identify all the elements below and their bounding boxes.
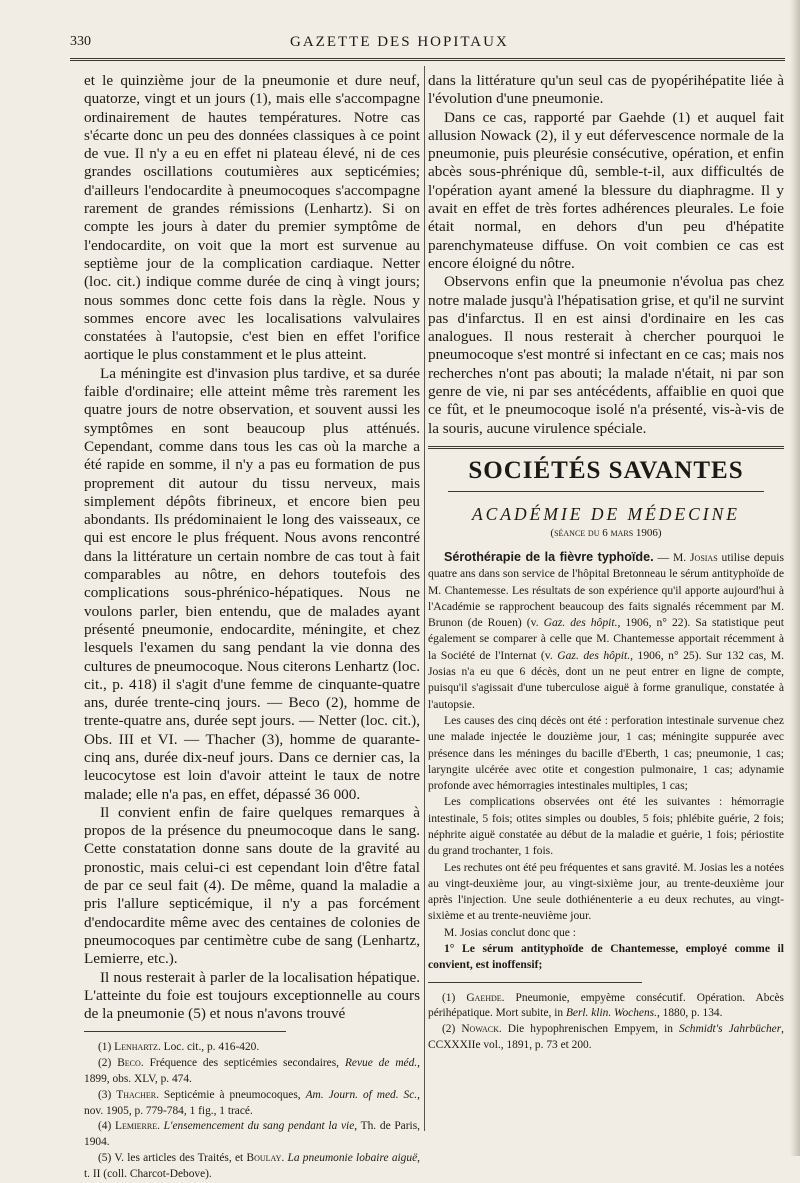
- left-column: [84, 72, 420, 1183]
- right-paragraph-1: dans la littérature qu'un seul cas de pyopérihépatite liée à l'évolution d'une pneumonie.: [428, 72, 784, 108]
- left-footnotes: [84, 1040, 420, 1182]
- footnote-rule: [84, 1031, 286, 1032]
- academy-title: ACADÉMIE DE MÉDECINE: [471, 503, 740, 524]
- right-paragraph-3: Observons enfin que la pneumonie n'évolua pas chez notre malade jusqu'à l'hépatisation grise, et qu'il ne survint pas d'infarctus. Il en est ainsi d'ordinaire en les cas analogues. Il nous resterait à chercher pourquoi le pneumocoque s'est montré si infectant en ce cas; mais nos recherches n'ont pas abouti; la malade n'était, ni par son genre de vie, ni par ses antécédents, affaiblie en quoi que ce fût, et le pneumocoque isolé n'a présenté, vis-à-vis de la souris, aucune virulence spéciale.: [428, 273, 784, 437]
- right-footnotes: [428, 991, 784, 1054]
- report-paragraph-2: Les causes des cinq décès ont été : perforation intestinale survenue chez une malade injectée le douzième jour, 1 cas; méningite suppurée avec présence dans les méninges du bacille d'Eberth, 1 cas; pneumonie, 1 cas; laryngite ulcérée avec otite et congestion pulmonaire, 1 cas; adynamie profonde avec hémorragies intestinales multiples, 1 cas;: [428, 713, 784, 793]
- column-divider: [424, 66, 425, 1131]
- footnote-1: (1) Lenhartz. Loc. cit., p. 416-420.: [98, 1041, 260, 1054]
- report-paragraph-4: Les rechutes ont été peu fréquentes et sans gravité. M. Josias les a notées au vingt-deuxième jour, au vingt-sixième jour, au trente-deuxième jour après l'injection. Une seule dothiénenterie a eu deux rechutes, au vingt-sixième et au trente-neuvième jour.: [428, 860, 784, 923]
- right-footnote-2: (2) Nowack. Die hypophrenischen Empyem, in Schmidt's Jahrbücher, CCXXXIIe vol., 1891, p. 73 et 200.: [428, 1023, 784, 1052]
- right-footnote-1: (1) Gaehde. Pneumonie, empyème consécutif. Opération. Abcès périhépatique. Mort subite, in Berl. klin. Wochens., 1880, p. 134.: [428, 991, 784, 1020]
- left-paragraph-1: et le quinzième jour de la pneumonie et dure neuf, quatorze, vingt et un jours (1), mais elle s'accompagne ordinairement de hautes températures. Notre cas s'écarte donc un peu des données classiques à ce point de vue. Il n'y a eu en effet ni plateau élevé, ni de ces grandes oscillations coutumières aux septicémies; d'ailleurs l'endocardite à pneumocoques s'accompagne rarement de grandes rémissions (Lenhartz). Si on compte les jours à dater du premier symptôme de l'endocardite, on voit que la mort est survenue au septième jour de la complication cardiaque. Netter (loc. cit.) indique comme durée de cinq à vingt jours; nous sommes donc cette fois dans la règle. Nous y sommes encore avec les localisations valvulaires constatées à l'autopsie, c'est bien en effet l'orifice aortique le plus constamment et le plus atteint.: [84, 72, 420, 364]
- section-title: SOCIÉTÉS SAVANTES: [468, 456, 744, 484]
- report-paragraph-6: 1° Le sérum antityphoïde de Chantemesse, employé comme il convient, est inoffensif;: [428, 942, 784, 972]
- page-edge-shadow: [790, 0, 800, 1156]
- left-paragraph-3: Il convient enfin de faire quelques remarques à propos de la présence du pneumocoque dans le sang. Cette constatation donne sans doute de la gravité au pronostic, mais celui-ci est cependant loin d'être fatal de par ce seul fait (4). De même, quand la maladie a pris l'allure septicémique, il n'y a pas forcément d'endocardite même avec des centaines de colonies de pneumocoques par centimètre cube de sang (Lenhartz, Lemierre, etc.).: [84, 803, 420, 968]
- report-paragraph-1: Sérothérapie de la fièvre typhoïde. — M. Josias utilise depuis quatre ans dans son service de l'hôpital Bretonneau le sérum antityphoïde de M. Chantemesse. Les résultats de son expérience qu'il apporte aujourd'hui à l'Académie se rapprochent beaucoup des faits signalés récemment par M. Brunon (de Rouen) (v. Gaz. des hôpit., 1906, n° 22). Sa statistique peut également se comparer à celle que M. Chantemesse apportait récemment à la Société de l'Internat (v. Gaz. des hôpit., 1906, n° 25). Sur 132 cas, M. Josias n'a eu que 6 décès, dont un ne peut entrer en ligne de compte, puisqu'il s'agissait d'une tuberculose aiguë à forme granulique, constatée à l'autopsie.: [428, 549, 785, 711]
- running-title: GAZETTE DES HOPITAUX: [290, 34, 509, 50]
- section-rule-top: [428, 446, 784, 449]
- right-paragraph-2: Dans ce cas, rapporté par Gaehde (1) et auquel fait allusion Nowack (2), il y eut défervescence normale de la pneumonie, puis pleurésie consécutive, opération, et enfin abcès sous-phrénique dû, semble-t-il, aux difficultés de l'opération ayant amené la blessure du diaphragme. Il y avait en effet de très fortes adhérences pleurales. Le foie était normal, en dehors d'un peu d'hépatite parenchymateuse diffuse. On voit combien ce cas est encore éloigné du nôtre.: [428, 108, 784, 272]
- report-paragraph-5: M. Josias conclut donc que :: [444, 925, 577, 939]
- footnote-4: (4) Lemierre. L'ensemencement du sang pendant la vie, Th. de Paris, 1904.: [84, 1120, 420, 1149]
- session-date: (séance du 6 mars 1906): [550, 526, 662, 539]
- right-footnote-rule: [428, 982, 642, 983]
- footnote-2: (2) Beco. Fréquence des septicémies secondaires, Revue de méd., 1899, obs. XLV, p. 474.: [84, 1057, 421, 1086]
- page-number: 330: [70, 34, 91, 49]
- left-paragraph-4: Il nous resterait à parler de la localisation hépatique. L'atteinte du foie est toujours exceptionnelle au cours de la pneumonie (5) et nous n'avons trouvé: [84, 968, 420, 1023]
- header-rule: [70, 58, 785, 61]
- right-column: [428, 72, 784, 1054]
- left-paragraph-2: La méningite est d'invasion plus tardive, et sa durée faible d'ordinaire; elle atteint même très rarement les quatre jours de notre observation, et souvent aussi les symptômes en sont beaucoup plus atténués. Cependant, comme dans tous les cas où la marche a été rapide en somme, il n'y a pas eu formation de pus proprement dit autour du tissu nerveux, mais simplement dépôts fibrineux, et encore bien peu abondants. Ils prédominaient le long des vaisseaux, ce qui est encore le plus fréquent. Nous avons rencontré dans la littérature un certain nombre de cas tout à fait comparables au nôtre, en dehors toutefois des complications sous-phrénico-hépatiques. Nous ne voulons parler, bien entendu, que de malades ayant présenté pneumonie, endocardite, méningite, et chez lesquels l'examen du sang pendant la vie donna des cultures de pneumocoque. Nous citerons Lenhartz (loc. cit., p. 418) il s'agit d'une femme de cinquante-quatre ans, durée trente-cinq jours. — Beco (2), homme de trente-quatre ans, durée sept jours. — Netter (loc. cit.), Obs. III et VI. — Thacher (3), homme de quarante-cinq ans, durée dix-neuf jours. Dans ce dernier cas, la leucocytose est loin d'avoir atteint le taux de notre malade; elle n'a pas, en effet, dépassé 36 000.: [84, 364, 420, 803]
- section-rule-bottom: [448, 491, 764, 492]
- footnote-5: (5) V. les articles des Traités, et Boulay. La pneumonie lobaire aiguë, t. II (coll. Charcot-Debove).: [84, 1152, 420, 1180]
- report-heading: Sérothérapie de la fièvre typhoïde.: [444, 549, 654, 564]
- footnote-3: (3) Thacher. Septicémie à pneumocoques, Am. Journ. of med. Sc., nov. 1905, p. 779-784, 1 fig., 1 tracé.: [84, 1088, 420, 1117]
- report-paragraph-3: Les complications observées ont été les suivantes : hémorragie intestinale, 5 fois; otites simples ou doubles, 5 fois; phlébite guérie, 2 fois; néphrite aiguë constatée au début de la maladie et guérie, 1 fois; périostite du grand trochanter, 1 fois.: [428, 795, 784, 858]
